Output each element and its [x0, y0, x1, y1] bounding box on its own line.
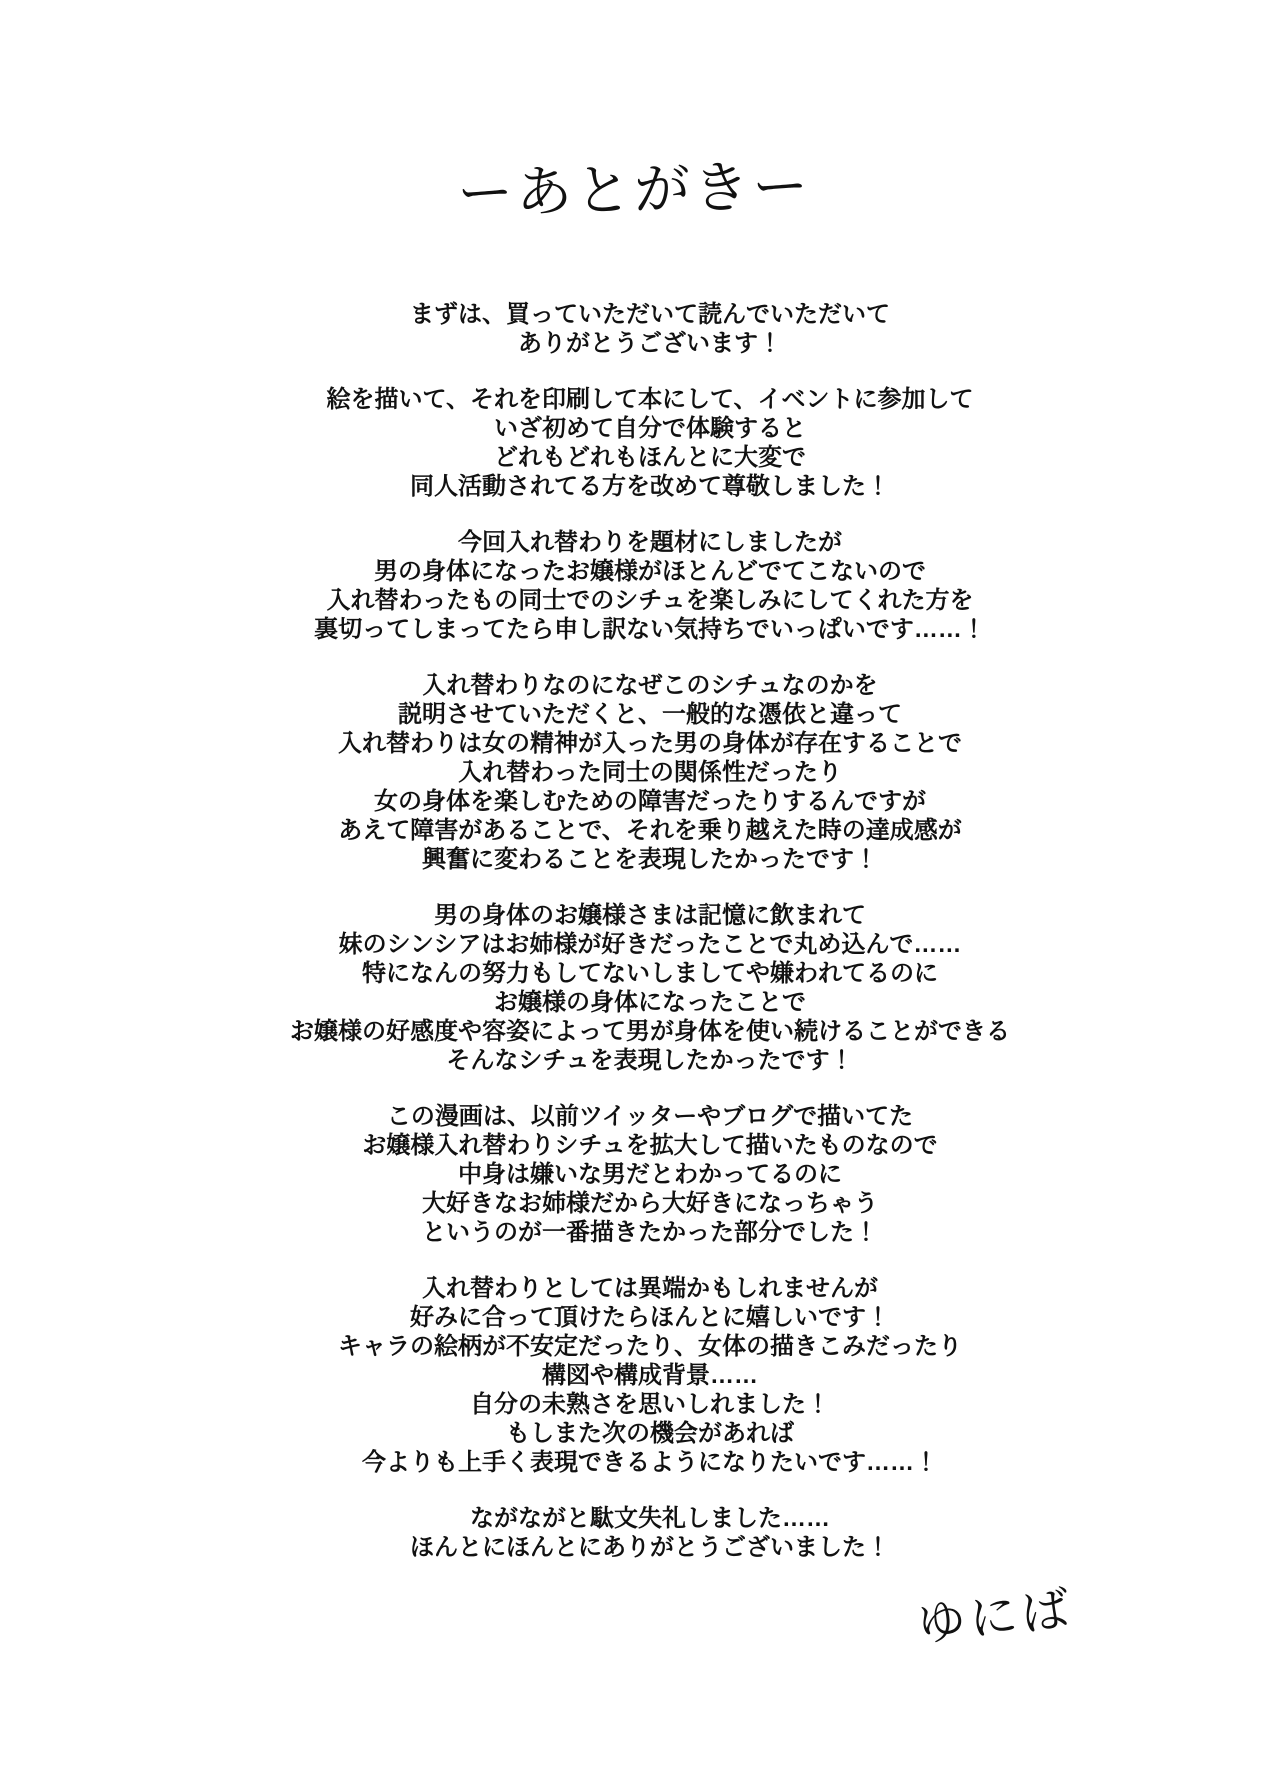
- text-line: 構図や構成背景……: [542, 1362, 758, 1389]
- paragraph: [20, 528, 1280, 644]
- text-line: ほんとにほんとにありがとうございました！: [410, 1534, 890, 1561]
- text-line: というのが一番描きたかった部分でした！: [422, 1219, 878, 1246]
- text-line: 興奮に変わることを表現したかったです！: [422, 846, 878, 873]
- text-line: この漫画は、以前ツイッターやブログで描いてた: [386, 1103, 914, 1130]
- paragraph: [20, 1274, 1280, 1477]
- text-line: お嬢様入れ替わりシチュを拡大して描いたものなので: [362, 1132, 938, 1159]
- text-line: お嬢様の身体になったことで: [494, 989, 806, 1016]
- text-line: 同人活動されてる方を改めて尊敬しました！: [410, 473, 890, 500]
- text-line: いざ初めて自分で体験すると: [494, 415, 806, 442]
- text-line: ありがとうございます！: [518, 330, 782, 357]
- text-line: 好みに合って頂けたらほんとに嬉しいです！: [410, 1304, 890, 1331]
- paragraph: [20, 901, 1280, 1075]
- afterword-body: [20, 300, 1280, 1589]
- text-line: 男の身体になったお嬢様がほとんどでてこないので: [374, 558, 926, 585]
- text-line: 入れ替わりなのになぜこのシチュなのかを: [422, 672, 878, 699]
- text-line: 絵を描いて、それを印刷して本にして、イベントに参加して: [326, 386, 974, 413]
- text-line: 自分の未熟さを思いしれました！: [470, 1391, 830, 1418]
- text-line: 入れ替わった同士の関係性だったり: [458, 759, 842, 786]
- text-line: 女の身体を楽しむための障害だったりするんですが: [374, 788, 926, 815]
- afterword-title: ーあとがきー: [456, 154, 812, 225]
- text-line: 今回入れ替わりを題材にしましたが: [458, 529, 842, 556]
- text-line: ながながと駄文失礼しました……: [470, 1505, 830, 1532]
- text-line: 入れ替わったもの同士でのシチュを楽しみにしてくれた方を: [326, 587, 974, 614]
- author-signature: ゆにば: [915, 1582, 1076, 1652]
- paragraph: [20, 1102, 1280, 1247]
- text-line: 特になんの努力もしてないしましてや嫌われてるのに: [362, 960, 938, 987]
- text-line: 男の身体のお嬢様さまは記憶に飲まれて: [434, 902, 866, 929]
- text-line: キャラの絵柄が不安定だったり、女体の描きこみだったり: [338, 1333, 962, 1360]
- text-line: どれもどれもほんとに大変で: [494, 444, 806, 471]
- text-line: 入れ替わりは女の精神が入った男の身体が存在することで: [338, 730, 962, 757]
- text-line: 裏切ってしまってたら申し訳ない気持ちでいっぱいです……！: [314, 616, 986, 643]
- text-line: もしまた次の機会があれば: [506, 1420, 794, 1447]
- text-line: あえて障害があることで、それを乗り越えた時の達成感が: [338, 817, 962, 844]
- paragraph: [20, 300, 1280, 358]
- text-line: 今よりも上手く表現できるようになりたいです……！: [362, 1449, 938, 1476]
- text-line: 説明させていただくと、一般的な憑依と違って: [398, 701, 902, 728]
- text-line: 大好きなお姉様だから大好きになっちゃう: [422, 1190, 878, 1217]
- text-line: お嬢様の好感度や容姿によって男が身体を使い続けることができる: [290, 1018, 1010, 1045]
- text-line: そんなシチュを表現したかったです！: [446, 1047, 854, 1074]
- text-line: 妹のシンシアはお姉様が好きだったことで丸め込んで……: [338, 931, 962, 958]
- paragraph: [20, 1504, 1280, 1562]
- text-line: 中身は嫌いな男だとわかってるのに: [458, 1161, 842, 1188]
- text-line: 入れ替わりとしては異端かもしれませんが: [422, 1275, 878, 1302]
- paragraph: [20, 385, 1280, 501]
- paragraph: [20, 671, 1280, 874]
- text-line: まずは、買っていただいて読んでいただいて: [410, 301, 890, 328]
